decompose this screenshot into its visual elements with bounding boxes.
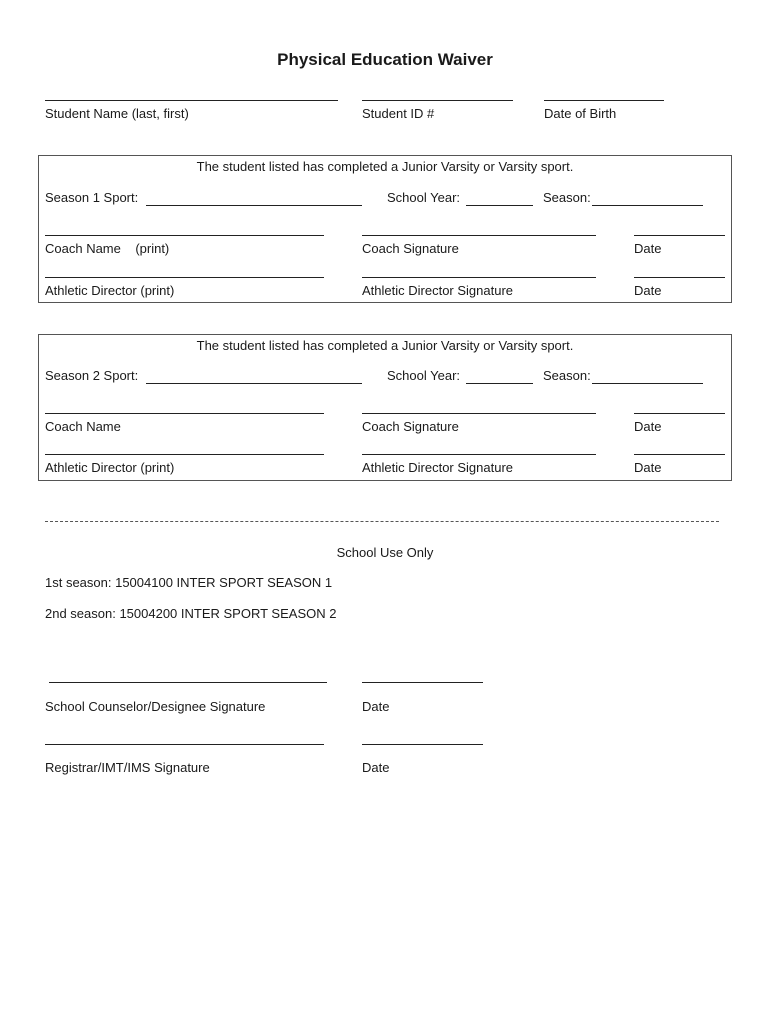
school-use-heading: School Use Only xyxy=(336,545,434,560)
season2-ad-date-label: Date xyxy=(634,460,662,475)
season2-ad-signature-label: Athletic Director Signature xyxy=(362,460,514,475)
season1-sport-label: Season 1 Sport: xyxy=(45,190,139,205)
season1-ad-name-field[interactable] xyxy=(45,277,324,278)
season2-coach-date-label: Date xyxy=(634,419,662,434)
season1-course-code: 1st season: 15004100 INTER SPORT SEASON 1 xyxy=(45,575,333,590)
season2-statement: The student listed has completed a Junior Varsity or Varsity sport. xyxy=(196,338,574,353)
season2-sport-label: Season 2 Sport: xyxy=(45,368,139,383)
season1-school-year-label: School Year: xyxy=(387,190,461,205)
season1-coach-signature-field[interactable] xyxy=(362,235,596,236)
season1-ad-name-label: Athletic Director (print) xyxy=(45,283,175,298)
dob-field[interactable] xyxy=(544,100,664,101)
season2-box xyxy=(38,334,732,481)
student-name-label: Student Name (last, first) xyxy=(45,106,189,121)
season2-ad-date-field[interactable] xyxy=(634,454,725,455)
counselor-signature-label: School Counselor/Designee Signature xyxy=(45,699,266,714)
season2-school-year-label: School Year: xyxy=(387,368,461,383)
season2-coach-name-label: Coach Name xyxy=(45,419,121,434)
dashed-divider xyxy=(45,521,719,522)
counselor-date-field[interactable] xyxy=(362,682,483,683)
season2-coach-date-field[interactable] xyxy=(634,413,725,414)
season1-box xyxy=(38,155,732,303)
season1-sport-field[interactable] xyxy=(146,205,362,206)
registrar-signature-label: Registrar/IMT/IMS Signature xyxy=(45,760,210,775)
season1-coach-name-label: Coach Name (print) xyxy=(45,241,170,256)
season1-season-label: Season: xyxy=(543,190,591,205)
season2-coach-name-field[interactable] xyxy=(45,413,324,414)
season2-school-year-field[interactable] xyxy=(466,383,533,384)
season1-season-field[interactable] xyxy=(592,205,703,206)
season2-coach-signature-label: Coach Signature xyxy=(362,419,459,434)
season2-ad-name-field[interactable] xyxy=(45,454,324,455)
season1-ad-date-label: Date xyxy=(634,283,662,298)
season2-season-label: Season: xyxy=(543,368,591,383)
season1-school-year-field[interactable] xyxy=(466,205,533,206)
counselor-signature-field[interactable] xyxy=(49,682,327,683)
season2-course-code: 2nd season: 15004200 INTER SPORT SEASON 2 xyxy=(45,606,337,621)
registrar-date-field[interactable] xyxy=(362,744,483,745)
season2-season-field[interactable] xyxy=(592,383,703,384)
dob-label: Date of Birth xyxy=(544,106,617,121)
season2-sport-field[interactable] xyxy=(146,383,362,384)
season1-coach-name-field[interactable] xyxy=(45,235,324,236)
season2-ad-signature-field[interactable] xyxy=(362,454,596,455)
season1-ad-signature-field[interactable] xyxy=(362,277,596,278)
season2-coach-signature-field[interactable] xyxy=(362,413,596,414)
student-id-field[interactable] xyxy=(362,100,513,101)
counselor-date-label: Date xyxy=(362,699,390,714)
season1-coach-date-label: Date xyxy=(634,241,662,256)
season1-ad-date-field[interactable] xyxy=(634,277,725,278)
season1-statement: The student listed has completed a Junior Varsity or Varsity sport. xyxy=(196,159,574,174)
student-name-field[interactable] xyxy=(45,100,338,101)
registrar-date-label: Date xyxy=(362,760,390,775)
season1-coach-signature-label: Coach Signature xyxy=(362,241,459,256)
season2-ad-name-label: Athletic Director (print) xyxy=(45,460,175,475)
registrar-signature-field[interactable] xyxy=(45,744,324,745)
student-id-label: Student ID # xyxy=(362,106,435,121)
page-title: Physical Education Waiver xyxy=(277,50,493,69)
season1-ad-signature-label: Athletic Director Signature xyxy=(362,283,514,298)
season1-coach-date-field[interactable] xyxy=(634,235,725,236)
